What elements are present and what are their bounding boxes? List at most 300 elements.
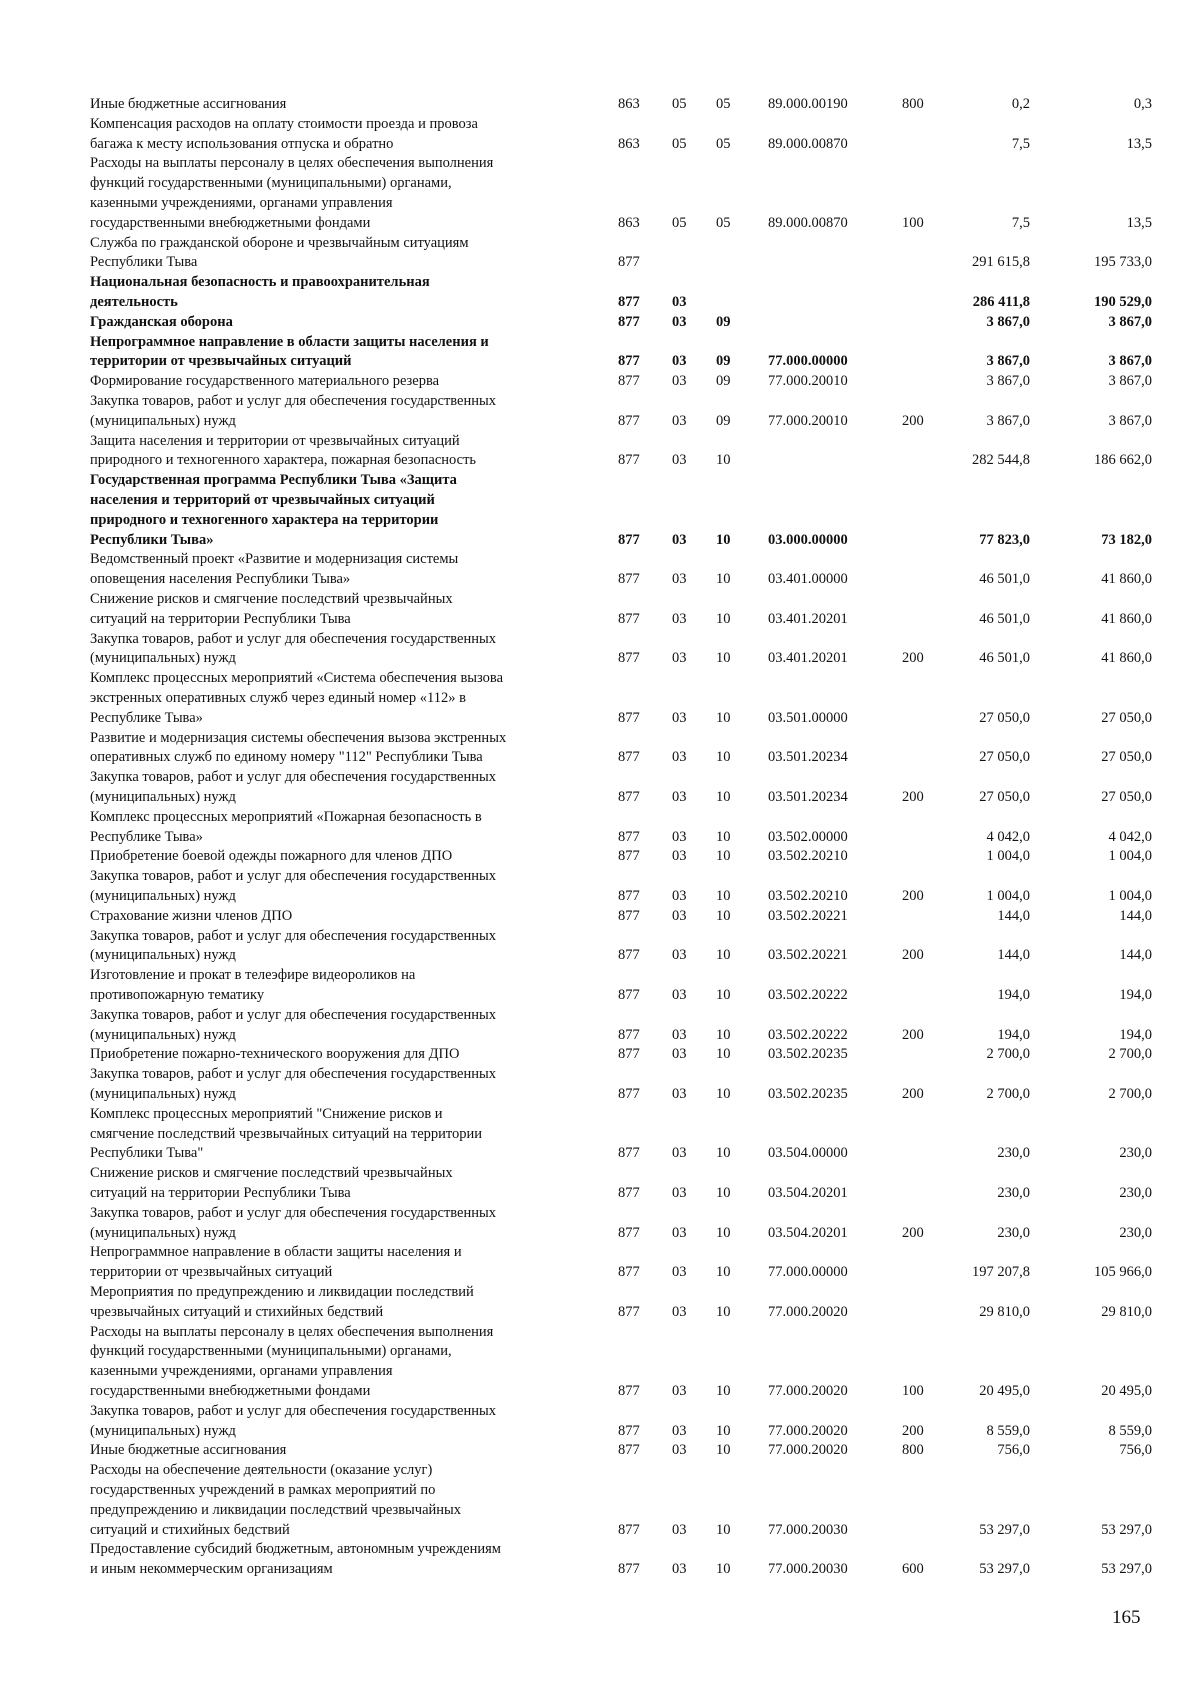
cell-rz: 03 — [672, 571, 687, 588]
cell-csr: 77.000.20020 — [768, 1303, 848, 1320]
cell-y1: 1 004,0 — [986, 848, 1030, 865]
cell-rz: 03 — [672, 828, 687, 845]
cell-csr: 03.502.20235 — [768, 1046, 848, 1063]
row-name-line: Приобретение пожарно-технического вооружения для ДПО — [90, 1046, 460, 1063]
cell-pr: 09 — [716, 373, 731, 390]
cell-y1: 144,0 — [997, 947, 1030, 964]
cell-y2: 27 050,0 — [1101, 788, 1152, 805]
row-name — [90, 273, 595, 313]
table-row — [0, 1540, 1200, 1580]
cell-vr: 200 — [902, 947, 924, 964]
cell-csr: 77.000.00000 — [768, 1264, 848, 1281]
row-name — [90, 1540, 595, 1580]
cell-y2: 144,0 — [1119, 907, 1152, 924]
row-name — [90, 630, 595, 670]
table-row — [0, 847, 1200, 867]
row-name — [90, 432, 595, 472]
row-name-line: Государственная программа Республики Тыва «Защита — [90, 472, 457, 489]
cell-csr: 03.401.20201 — [768, 650, 848, 667]
cell-vr: 200 — [902, 788, 924, 805]
cell-rz: 03 — [672, 1046, 687, 1063]
cell-y1: 230,0 — [997, 1145, 1030, 1162]
cell-rz: 03 — [672, 1382, 687, 1399]
cell-vr: 200 — [902, 887, 924, 904]
row-name — [90, 927, 595, 967]
cell-csr: 77.000.20010 — [768, 412, 848, 429]
table-row — [0, 1065, 1200, 1105]
row-name — [90, 333, 595, 373]
cell-y2: 73 182,0 — [1101, 531, 1152, 548]
cell-y1: 756,0 — [997, 1442, 1030, 1459]
row-name-line: Закупка товаров, работ и услуг для обеспечения государственных — [90, 1402, 497, 1419]
row-name-line: Закупка товаров, работ и услуг для обеспечения государственных — [90, 769, 497, 786]
cell-y1: 27 050,0 — [979, 709, 1030, 726]
row-name-line: багажа к месту использования отпуска и обратно — [90, 135, 394, 152]
cell-csr: 03.000.00000 — [768, 531, 848, 548]
cell-vr: 100 — [902, 1382, 924, 1399]
cell-csr: 77.000.20030 — [768, 1561, 848, 1578]
cell-pr: 09 — [716, 353, 731, 370]
cell-y2: 27 050,0 — [1101, 749, 1152, 766]
row-name — [90, 1065, 595, 1105]
cell-y1: 1 004,0 — [986, 887, 1030, 904]
cell-rz: 03 — [672, 1224, 687, 1241]
cell-pr: 10 — [716, 1422, 731, 1439]
cell-csr: 89.000.00870 — [768, 214, 848, 231]
cell-ved: 877 — [618, 1224, 640, 1241]
row-name-line: Ведомственный проект «Развитие и модернизация системы — [90, 551, 459, 568]
row-name-line: ситуаций и стихийных бедствий — [90, 1521, 290, 1538]
cell-pr: 10 — [716, 531, 731, 548]
row-name-line: ситуаций на территории Республики Тыва — [90, 610, 351, 627]
cell-ved: 877 — [618, 373, 640, 390]
cell-rz: 03 — [672, 749, 687, 766]
cell-pr: 10 — [716, 709, 731, 726]
row-name-line: Компенсация расходов на оплату стоимости проезда и провоза — [90, 115, 478, 132]
cell-rz: 03 — [672, 1442, 687, 1459]
table-row — [0, 669, 1200, 728]
cell-rz: 03 — [672, 1085, 687, 1102]
cell-y2: 3 867,0 — [1108, 412, 1152, 429]
row-name-line: Служба по гражданской обороне и чрезвычайным ситуациям — [90, 234, 469, 251]
cell-csr: 77.000.20010 — [768, 373, 848, 390]
cell-ved: 877 — [618, 1264, 640, 1281]
cell-y1: 3 867,0 — [986, 412, 1030, 429]
row-name-line: ситуаций на территории Республики Тыва — [90, 1184, 351, 1201]
cell-y1: 8 559,0 — [986, 1422, 1030, 1439]
row-name-line: территории от чрезвычайных ситуаций — [90, 1264, 333, 1281]
cell-ved: 877 — [618, 848, 640, 865]
cell-y2: 194,0 — [1119, 1026, 1152, 1043]
cell-csr: 03.502.00000 — [768, 828, 848, 845]
cell-y2: 41 860,0 — [1101, 650, 1152, 667]
cell-csr: 03.502.20222 — [768, 986, 848, 1003]
cell-pr: 10 — [716, 1442, 731, 1459]
cell-rz: 03 — [672, 412, 687, 429]
cell-y1: 3 867,0 — [986, 353, 1030, 370]
table-row — [0, 867, 1200, 907]
table-row — [0, 1402, 1200, 1442]
row-name — [90, 1402, 595, 1442]
row-name-line: (муниципальных) нужд — [90, 1224, 236, 1241]
cell-rz: 03 — [672, 887, 687, 904]
cell-vr: 200 — [902, 1026, 924, 1043]
cell-y1: 46 501,0 — [979, 610, 1030, 627]
cell-y1: 2 700,0 — [986, 1046, 1030, 1063]
row-name — [90, 590, 595, 630]
cell-pr: 10 — [716, 1224, 731, 1241]
table-row — [0, 1461, 1200, 1540]
cell-ved: 877 — [618, 254, 640, 271]
row-name-line: функций государственными (муниципальными) органами, — [90, 1343, 452, 1360]
row-name-line: государственных учреждений в рамках мероприятий по — [90, 1481, 436, 1498]
table-row — [0, 729, 1200, 769]
cell-csr: 03.504.00000 — [768, 1145, 848, 1162]
cell-ved: 877 — [618, 986, 640, 1003]
row-name — [90, 768, 595, 808]
row-name — [90, 966, 595, 1006]
cell-rz: 03 — [672, 1145, 687, 1162]
row-name-line: Непрограммное направление в области защиты населения и — [90, 1244, 462, 1261]
cell-y1: 0,2 — [1011, 96, 1030, 112]
cell-y1: 27 050,0 — [979, 788, 1030, 805]
row-name-line: казенными учреждениями, органами управления — [90, 194, 393, 211]
row-name-line: государственными внебюджетными фондами — [90, 214, 371, 231]
cell-rz: 03 — [672, 986, 687, 1003]
cell-ved: 877 — [618, 293, 640, 310]
cell-y2: 230,0 — [1119, 1224, 1152, 1241]
table-row — [0, 313, 1200, 333]
cell-y1: 27 050,0 — [979, 749, 1030, 766]
cell-csr: 03.502.20210 — [768, 848, 848, 865]
row-name-line: (муниципальных) нужд — [90, 1085, 236, 1102]
row-name-line: Страхование жизни членов ДПО — [90, 907, 293, 924]
cell-ved: 877 — [618, 1561, 640, 1578]
table-row — [0, 333, 1200, 373]
cell-ved: 877 — [618, 353, 640, 370]
cell-pr: 05 — [716, 96, 731, 112]
cell-y1: 230,0 — [997, 1224, 1030, 1241]
cell-rz: 03 — [672, 848, 687, 865]
cell-rz: 03 — [672, 373, 687, 390]
row-name-line: оперативных служб по единому номеру "112" Республики Тыва — [90, 749, 483, 766]
cell-y2: 27 050,0 — [1101, 709, 1152, 726]
cell-y1: 7,5 — [1011, 135, 1030, 152]
cell-y2: 13,5 — [1126, 214, 1152, 231]
table-row — [0, 1243, 1200, 1283]
row-name-line: Закупка товаров, работ и услуг для обеспечения государственных — [90, 1006, 497, 1023]
row-name — [90, 471, 595, 550]
table-row — [0, 1164, 1200, 1204]
row-name-line: Снижение рисков и смягчение последствий чрезвычайных — [90, 1165, 453, 1182]
cell-y1: 230,0 — [997, 1184, 1030, 1201]
cell-rz: 03 — [672, 1264, 687, 1281]
row-name-line: (муниципальных) нужд — [90, 412, 236, 429]
table-row — [0, 927, 1200, 967]
table-row — [0, 550, 1200, 590]
cell-vr: 200 — [902, 1422, 924, 1439]
cell-y2: 4 042,0 — [1108, 828, 1152, 845]
cell-y1: 7,5 — [1011, 214, 1030, 231]
cell-pr: 10 — [716, 1184, 731, 1201]
cell-y2: 1 004,0 — [1108, 848, 1152, 865]
cell-rz: 03 — [672, 1561, 687, 1578]
cell-ved: 877 — [618, 788, 640, 805]
table-row — [0, 1045, 1200, 1065]
row-name — [90, 729, 595, 769]
row-name-line: Расходы на выплаты персоналу в целях обеспечения выполнения — [90, 1323, 494, 1340]
cell-y2: 2 700,0 — [1108, 1085, 1152, 1102]
cell-y2: 194,0 — [1119, 986, 1152, 1003]
cell-y2: 29 810,0 — [1101, 1303, 1152, 1320]
cell-y1: 46 501,0 — [979, 650, 1030, 667]
row-name-line: смягчение последствий чрезвычайных ситуаций на территории — [90, 1125, 483, 1142]
cell-y1: 2 700,0 — [986, 1085, 1030, 1102]
table-row — [0, 154, 1200, 233]
cell-csr: 03.501.20234 — [768, 749, 848, 766]
row-name-line: Гражданская оборона — [90, 313, 233, 330]
cell-csr: 03.501.00000 — [768, 709, 848, 726]
row-name-line: Закупка товаров, работ и услуг для обеспечения государственных — [90, 927, 497, 944]
cell-ved: 877 — [618, 452, 640, 469]
cell-csr: 89.000.00190 — [768, 96, 848, 112]
cell-pr: 10 — [716, 1521, 731, 1538]
cell-rz: 03 — [672, 452, 687, 469]
cell-rz: 03 — [672, 531, 687, 548]
cell-csr: 89.000.00870 — [768, 135, 848, 152]
cell-pr: 10 — [716, 1561, 731, 1578]
row-name — [90, 550, 595, 590]
cell-y1: 291 615,8 — [972, 254, 1030, 271]
cell-y2: 144,0 — [1119, 947, 1152, 964]
table-row — [0, 1441, 1200, 1461]
row-name — [90, 95, 595, 115]
cell-vr: 200 — [902, 1085, 924, 1102]
cell-csr: 77.000.00000 — [768, 353, 848, 370]
cell-pr: 10 — [716, 1303, 731, 1320]
row-name-line: Мероприятия по предупреждению и ликвидации последствий — [90, 1284, 474, 1300]
cell-pr: 10 — [716, 887, 731, 904]
cell-ved: 877 — [618, 531, 640, 548]
cell-pr: 10 — [716, 650, 731, 667]
cell-csr: 03.502.20222 — [768, 1026, 848, 1043]
table-row — [0, 966, 1200, 1006]
cell-vr: 200 — [902, 1224, 924, 1241]
row-name-line: Иные бюджетные ассигнования — [90, 1442, 287, 1459]
cell-rz: 05 — [672, 96, 687, 112]
table-row — [0, 1323, 1200, 1402]
cell-y2: 0,3 — [1133, 96, 1152, 112]
cell-pr: 10 — [716, 452, 731, 469]
cell-rz: 03 — [672, 1422, 687, 1439]
cell-ved: 877 — [618, 1184, 640, 1201]
cell-ved: 877 — [618, 1442, 640, 1459]
row-name — [90, 907, 595, 927]
cell-ved: 877 — [618, 749, 640, 766]
row-name — [90, 1243, 595, 1283]
row-name-line: Иные бюджетные ассигнования — [90, 96, 287, 112]
table-row — [0, 273, 1200, 313]
row-name-line: населения и территорий от чрезвычайных ситуаций — [90, 491, 435, 508]
cell-ved: 877 — [618, 313, 640, 330]
row-name-line: и иным некоммерческим организациям — [90, 1561, 333, 1578]
cell-pr: 05 — [716, 214, 731, 231]
table-row — [0, 1283, 1200, 1323]
cell-ved: 877 — [618, 1382, 640, 1399]
cell-ved: 877 — [618, 887, 640, 904]
row-name — [90, 847, 595, 867]
table-row — [0, 590, 1200, 630]
cell-csr: 03.502.20210 — [768, 887, 848, 904]
cell-csr: 03.504.20201 — [768, 1184, 848, 1201]
cell-pr: 10 — [716, 1046, 731, 1063]
cell-y1: 194,0 — [997, 986, 1030, 1003]
table-row — [0, 630, 1200, 670]
row-name-line: Комплекс процессных мероприятий «Система обеспечения вызова — [90, 670, 504, 687]
cell-pr: 10 — [716, 1382, 731, 1399]
cell-y2: 3 867,0 — [1108, 313, 1152, 330]
row-name-line: казенными учреждениями, органами управления — [90, 1363, 393, 1380]
cell-rz: 03 — [672, 947, 687, 964]
table-row — [0, 1006, 1200, 1046]
cell-y2: 190 529,0 — [1094, 293, 1152, 310]
cell-ved: 877 — [618, 1521, 640, 1538]
cell-ved: 877 — [618, 1026, 640, 1043]
page-number: 165 — [1112, 1607, 1141, 1628]
cell-ved: 877 — [618, 1303, 640, 1320]
cell-ved: 877 — [618, 947, 640, 964]
row-name-line: Приобретение боевой одежды пожарного для членов ДПО — [90, 848, 453, 865]
row-name — [90, 313, 595, 333]
cell-pr: 10 — [716, 610, 731, 627]
cell-y2: 186 662,0 — [1094, 452, 1152, 469]
cell-y2: 8 559,0 — [1108, 1422, 1152, 1439]
row-name-line: (муниципальных) нужд — [90, 1026, 236, 1043]
cell-rz: 03 — [672, 293, 687, 310]
row-name — [90, 234, 595, 274]
row-name-line: Развитие и модернизация системы обеспечения вызова экстренных — [90, 729, 507, 746]
row-name — [90, 808, 595, 848]
cell-y2: 3 867,0 — [1108, 373, 1152, 390]
cell-csr: 77.000.20030 — [768, 1521, 848, 1538]
row-name-line: Республики Тыва — [90, 254, 198, 271]
cell-ved: 877 — [618, 709, 640, 726]
row-name-line: (муниципальных) нужд — [90, 650, 236, 667]
cell-y1: 194,0 — [997, 1026, 1030, 1043]
cell-vr: 200 — [902, 412, 924, 429]
cell-y2: 195 733,0 — [1094, 254, 1152, 271]
row-name-line: Республики Тыва» — [90, 531, 214, 548]
cell-y1: 4 042,0 — [986, 828, 1030, 845]
row-name-line: Закупка товаров, работ и услуг для обеспечения государственных — [90, 630, 497, 647]
cell-ved: 863 — [618, 96, 640, 112]
row-name-line: чрезвычайных ситуаций и стихийных бедствий — [90, 1303, 384, 1320]
cell-y1: 3 867,0 — [986, 373, 1030, 390]
row-name-line: (муниципальных) нужд — [90, 1422, 236, 1439]
row-name-line: Защита населения и территории от чрезвычайных ситуаций — [90, 432, 460, 449]
cell-y1: 20 495,0 — [979, 1382, 1030, 1399]
table-row — [0, 1204, 1200, 1244]
table-row — [0, 115, 1200, 155]
cell-y1: 29 810,0 — [979, 1303, 1030, 1320]
cell-rz: 03 — [672, 907, 687, 924]
row-name-line: Республики Тыва" — [90, 1145, 204, 1162]
cell-csr: 03.401.00000 — [768, 571, 848, 588]
row-name — [90, 1283, 595, 1323]
row-name-line: Формирование государственного материального резерва — [90, 373, 440, 390]
cell-rz: 03 — [672, 610, 687, 627]
row-name-line: природного и техногенного характера, пожарная безопасность — [90, 452, 477, 469]
table-row — [0, 372, 1200, 392]
cell-csr: 03.501.20234 — [768, 788, 848, 805]
cell-ved: 863 — [618, 214, 640, 231]
table-row — [0, 471, 1200, 550]
cell-y2: 230,0 — [1119, 1145, 1152, 1162]
cell-csr: 03.502.20235 — [768, 1085, 848, 1102]
cell-pr: 10 — [716, 788, 731, 805]
row-name-line: оповещения населения Республики Тыва» — [90, 571, 351, 588]
cell-rz: 03 — [672, 353, 687, 370]
row-name-line: Закупка товаров, работ и услуг для обеспечения государственных — [90, 1066, 497, 1083]
cell-y1: 3 867,0 — [986, 313, 1030, 330]
row-name-line: деятельность — [90, 293, 178, 310]
cell-pr: 09 — [716, 412, 731, 429]
cell-pr: 10 — [716, 947, 731, 964]
cell-csr: 03.401.20201 — [768, 610, 848, 627]
row-name — [90, 154, 595, 233]
cell-rz: 05 — [672, 214, 687, 231]
cell-ved: 877 — [618, 907, 640, 924]
row-name-line: функций государственными (муниципальными) органами, — [90, 175, 452, 192]
row-name — [90, 392, 595, 432]
table-row — [0, 234, 1200, 274]
row-name-line: (муниципальных) нужд — [90, 947, 236, 964]
row-name-line: предупреждению и ликвидации последствий чрезвычайных — [90, 1501, 462, 1518]
cell-ved: 877 — [618, 610, 640, 627]
cell-ved: 877 — [618, 1422, 640, 1439]
cell-ved: 877 — [618, 1046, 640, 1063]
row-name-line: противопожарную тематику — [90, 986, 265, 1003]
row-name-line: Национальная безопасность и правоохранительная — [90, 274, 430, 291]
cell-y2: 3 867,0 — [1108, 353, 1152, 370]
cell-y1: 144,0 — [997, 907, 1030, 924]
table-row — [0, 1105, 1200, 1164]
cell-y2: 41 860,0 — [1101, 610, 1152, 627]
row-name-line: Расходы на обеспечение деятельности (оказание услуг) — [90, 1462, 433, 1479]
table-row — [0, 392, 1200, 432]
cell-ved: 877 — [618, 650, 640, 667]
cell-pr: 10 — [716, 848, 731, 865]
row-name-line: (муниципальных) нужд — [90, 887, 236, 904]
cell-y2: 20 495,0 — [1101, 1382, 1152, 1399]
table-row — [0, 432, 1200, 472]
cell-vr: 800 — [902, 96, 924, 112]
cell-pr: 05 — [716, 135, 731, 152]
cell-csr: 77.000.20020 — [768, 1442, 848, 1459]
cell-pr: 10 — [716, 1026, 731, 1043]
cell-ved: 863 — [618, 135, 640, 152]
cell-pr: 10 — [716, 907, 731, 924]
cell-y2: 41 860,0 — [1101, 571, 1152, 588]
cell-rz: 03 — [672, 650, 687, 667]
row-name-line: экстренных оперативных служб через единый номер «112» в — [90, 689, 466, 706]
cell-y2: 2 700,0 — [1108, 1046, 1152, 1063]
cell-ved: 877 — [618, 1145, 640, 1162]
row-name — [90, 1045, 595, 1065]
cell-pr: 10 — [716, 1264, 731, 1281]
row-name — [90, 1105, 595, 1164]
cell-pr: 09 — [716, 313, 731, 330]
